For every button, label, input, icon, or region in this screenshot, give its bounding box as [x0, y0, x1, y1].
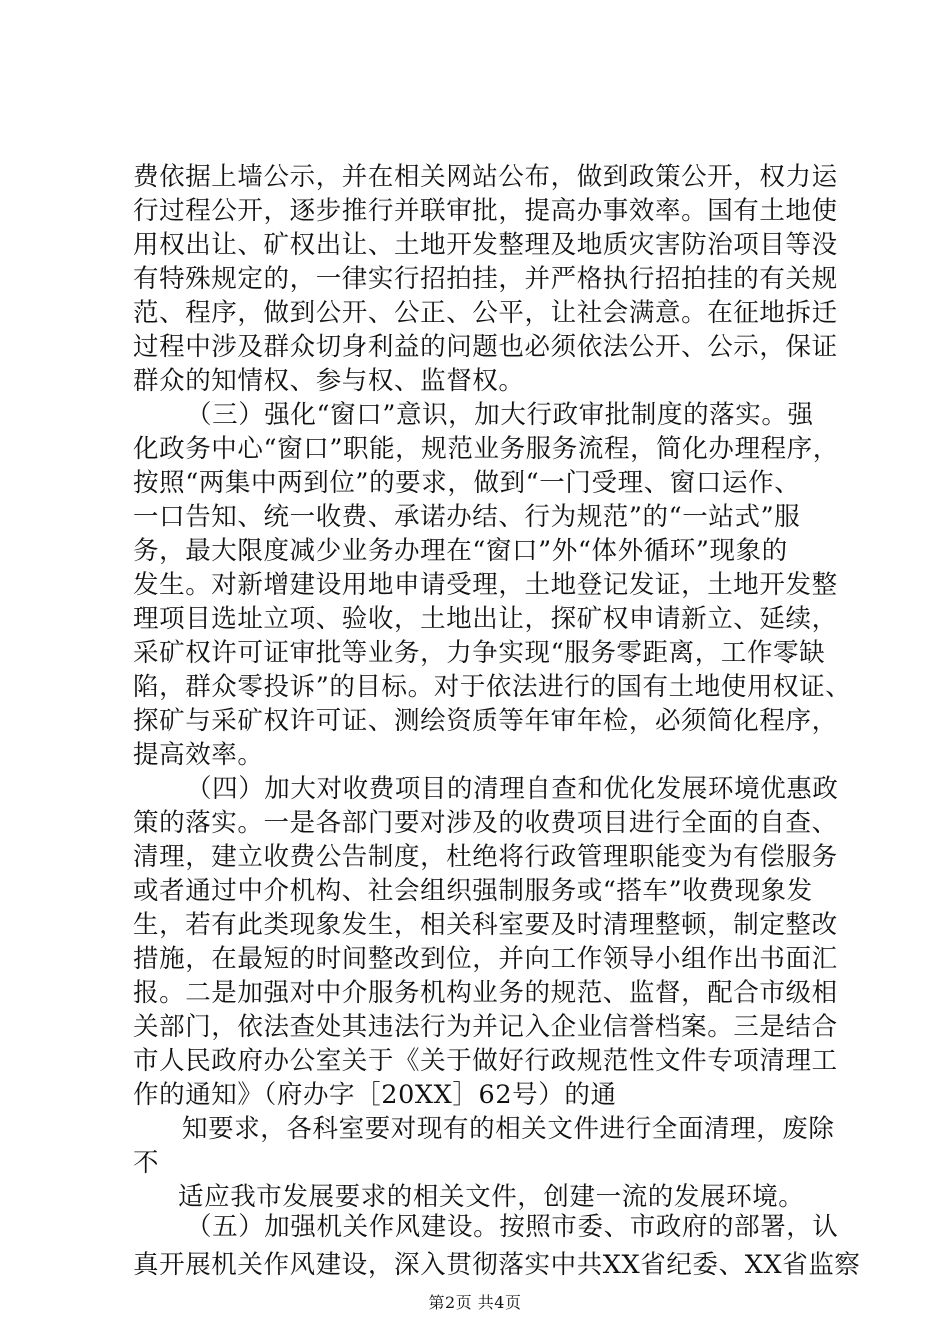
- text-line: 知要求，各科室要对现有的相关文件进行全面清理，废除: [182, 1114, 835, 1144]
- text-line: 适应我市发展要求的相关文件，创建一流的发展环境。: [178, 1182, 805, 1212]
- text-line: 真开展机关作风建设，深入贯彻落实中共XX省纪委、XX省监察: [133, 1250, 861, 1280]
- text-line: 用权出让、矿权出让、土地开发整理及地质灾害防治项目等没: [133, 230, 838, 260]
- text-line: 提高效率。: [133, 740, 264, 770]
- text-line: 行过程公开，逐步推行并联审批，提高办事效率。国有土地使: [133, 196, 838, 226]
- text-line: 过程中涉及群众切身利益的问题也必须依法公开、公示，保证: [133, 332, 838, 362]
- text-line: 措施，在最短的时间整改到位，并向工作领导小组作出书面汇: [133, 944, 838, 974]
- page-number-footer: 第2页 共4页: [428, 1293, 522, 1312]
- text-line: 按照“两集中两到位”的要求，做到“一门受理、窗口运作、: [133, 468, 801, 498]
- text-line: 清理，建立收费公告制度，杜绝将行政管理职能变为有偿服务: [133, 842, 838, 872]
- text-line: 范、程序，做到公开、公正、公平，让社会满意。在征地拆迁: [133, 298, 838, 328]
- text-line: 报。二是加强对中介服务机构业务的规范、监督，配合市级相: [133, 978, 838, 1008]
- text-line: 务，最大限度减少业务办理在“窗口”外“体外循环”现象的: [133, 536, 788, 566]
- paragraph-heading-4: （四）加大对收费项目的清理自查和优化发展环境优惠政: [186, 774, 839, 804]
- text-line: 费依据上墙公示，并在相关网站公布，做到政策公开，权力运: [133, 162, 838, 192]
- text-line: 关部门，依法查处其违法行为并记入企业信誉档案。三是结合: [133, 1012, 838, 1042]
- text-line: 理项目选址立项、验收，土地出让，探矿权申请新立、延续，: [133, 604, 838, 634]
- paragraph-heading-3: （三）强化“窗口”意识，加大行政审批制度的落实。强: [186, 400, 814, 430]
- text-line: 化政务中心“窗口”职能，规范业务服务流程，简化办理程序，: [133, 434, 839, 464]
- text-line: 群众的知情权、参与权、监督权。: [133, 366, 525, 396]
- paragraph-heading-5: （五）加强机关作风建设。按照市委、市政府的部署，认: [186, 1212, 839, 1242]
- text-line: 采矿权许可证审批等业务，力争实现“服务零距离，工作零缺: [133, 638, 826, 668]
- text-line: 发生。对新增建设用地申请受理，土地登记发证，土地开发整: [133, 570, 838, 600]
- text-line: 有特殊规定的，一律实行招拍挂，并严格执行招拍挂的有关规: [133, 264, 838, 294]
- text-line: 策的落实。一是各部门要对涉及的收费项目进行全面的自查、: [133, 808, 838, 838]
- text-line: 或者通过中介机构、社会组织强制服务或“搭车”收费现象发: [133, 876, 813, 906]
- text-line: 一口告知、统一收费、承诺办结、行为规范”的“一站式”服: [133, 502, 801, 532]
- text-line: 作的通知》（府办字［20XX］62号）的通: [133, 1080, 617, 1110]
- text-line: 市人民政府办公室关于《关于做好行政规范性文件专项清理工: [133, 1046, 838, 1076]
- text-line: 探矿与采矿权许可证、测绘资质等年审年检，必须简化程序，: [133, 706, 838, 736]
- text-line: 生，若有此类现象发生，相关科室要及时清理整顿，制定整改: [133, 910, 838, 940]
- text-line: 不: [133, 1148, 160, 1178]
- text-line: 陷，群众零投诉”的目标。对于依法进行的国有土地使用权证、: [133, 672, 852, 702]
